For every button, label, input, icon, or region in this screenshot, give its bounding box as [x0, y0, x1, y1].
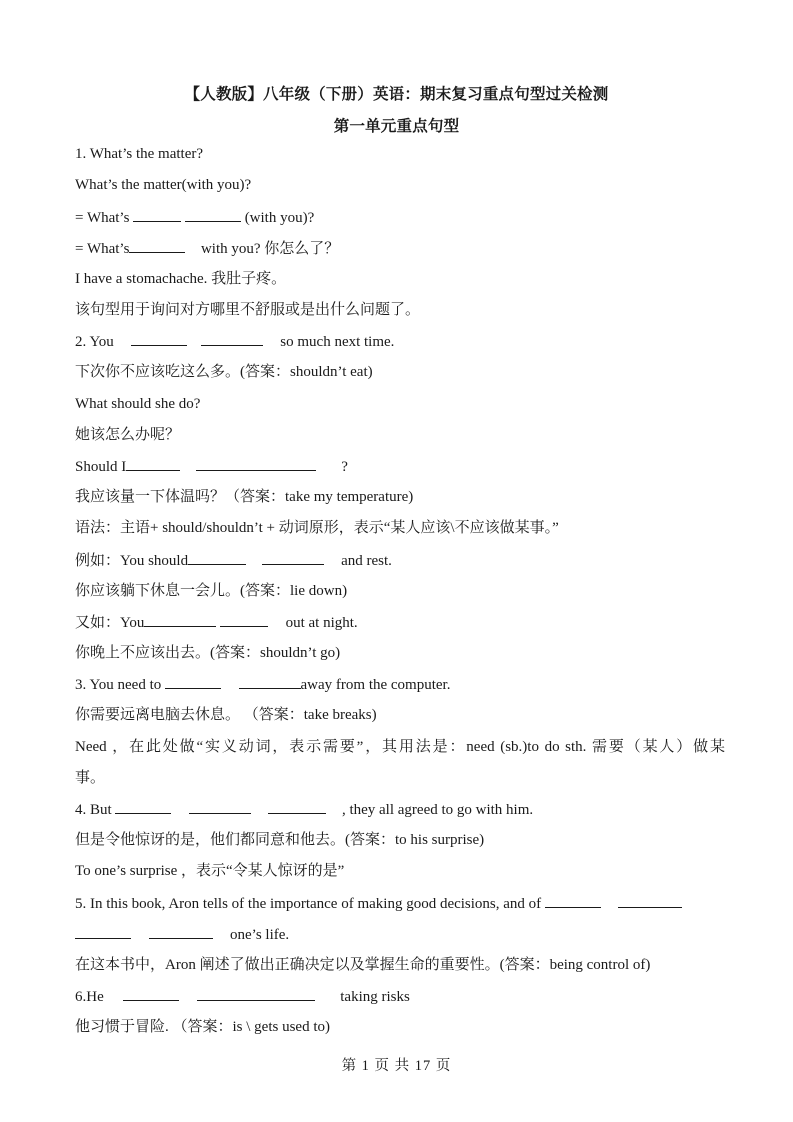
text-segment: 3. You need to — [75, 677, 162, 693]
text-line: 我应该量一下体温吗？（答案：take my temperature) — [75, 489, 414, 505]
text-segment: out at night. — [285, 615, 358, 631]
answer-blank[interactable] — [126, 456, 180, 471]
text-segment: 又如：You — [75, 615, 145, 631]
text-segment: one’s life. — [230, 927, 290, 943]
text-line: 你应该躺下休息一会儿。(答案：lie down) — [75, 583, 348, 599]
text-line: I have a stomachache. 我肚子疼。 — [75, 271, 287, 287]
text-segment: (with you)? — [244, 210, 315, 226]
exercise-line — [75, 924, 725, 945]
page-number: 第 1 页 共 17 页 — [341, 1058, 452, 1074]
exercise-line — [75, 238, 725, 259]
answer-blank[interactable] — [189, 799, 251, 814]
text-segment: = What’s — [75, 210, 130, 226]
answer-blank[interactable] — [197, 986, 315, 1001]
answer-blank[interactable] — [201, 331, 263, 346]
text-segment: taking risks — [340, 989, 410, 1005]
text-line: 他习惯于冒险. （答案：is \ gets used to) — [75, 1019, 330, 1035]
text-line: 该句型用于询问对方哪里不舒服或是出什么问题了。 — [75, 302, 421, 318]
answer-blank[interactable] — [123, 986, 179, 1001]
answer-blank[interactable] — [144, 612, 216, 627]
text-line: 1. What’s the matter? — [75, 146, 204, 162]
exercise-line — [75, 207, 725, 228]
text-line: 语法：主语+ should/shouldn’t + 动词原形，表示“某人应该\不应该做某事。” — [75, 520, 559, 536]
exercise-line — [75, 612, 725, 633]
answer-blank[interactable] — [239, 674, 301, 689]
page-title: 【人教版】八年级（下册）英语：期末复习重点句型过关检测 — [184, 86, 609, 103]
text-line: 事。 — [75, 770, 106, 786]
exercise-line — [75, 456, 725, 477]
exercise-line — [75, 331, 725, 352]
text-segment: 例如：You should — [75, 553, 189, 569]
answer-blank[interactable] — [165, 674, 221, 689]
text-line: 但是令他惊讶的是，他们都同意和他去。(答案：to his surprise) — [75, 832, 485, 848]
answer-blank[interactable] — [618, 893, 682, 908]
exercise-line — [75, 893, 725, 914]
text-segment: , they all agreed to go with him. — [341, 802, 534, 818]
answer-blank[interactable] — [268, 799, 326, 814]
text-segment: 5. In this book, Aron tells of the importance of making good decisions, and of — [75, 896, 542, 912]
text-line: 在这本书中，Aron 阐述了做出正确决定以及掌握生命的重要性。(答案：being control of) — [75, 957, 651, 973]
answer-blank[interactable] — [185, 207, 241, 222]
answer-blank[interactable] — [262, 550, 324, 565]
text-line: What should she do? — [75, 396, 201, 412]
text-line: 你需要远离电脑去休息。 （答案：take breaks) — [75, 707, 377, 723]
exercise-line — [75, 550, 725, 571]
answer-blank[interactable] — [196, 456, 260, 471]
text-segment: 2. You — [75, 334, 114, 350]
answer-blank[interactable] — [545, 893, 601, 908]
section-title: 第一单元重点句型 — [333, 118, 460, 135]
answer-blank[interactable] — [75, 924, 131, 939]
answer-blank[interactable] — [131, 331, 187, 346]
text-segment: with you? 你怎么了？ — [200, 241, 340, 257]
exercise-line — [75, 674, 725, 695]
text-segment: 6.He — [75, 989, 104, 1005]
answer-blank[interactable] — [149, 924, 213, 939]
answer-blank[interactable] — [133, 207, 181, 222]
text-line: 她该怎么办呢？ — [75, 427, 181, 443]
exercise-line — [75, 986, 725, 1007]
text-segment: away from the computer. — [300, 677, 451, 693]
text-segment: = What’s — [75, 241, 130, 257]
text-segment: 4. But — [75, 802, 112, 818]
answer-blank[interactable] — [220, 612, 268, 627]
text-line: To one’s surprise ，表示“令某人惊讶的是” — [75, 863, 345, 879]
exercise-line — [75, 799, 725, 820]
answer-blank[interactable] — [115, 799, 171, 814]
text-segment: so much next time. — [280, 334, 395, 350]
text-line: 你晚上不应该出去。(答案：shouldn’t go) — [75, 645, 341, 661]
answer-blank[interactable] — [129, 238, 185, 253]
text-segment: ? — [341, 459, 348, 475]
text-segment: Should I — [75, 459, 127, 475]
text-line: Need ，在此处做“实义动词，表示需要”，其用法是：need (sb.)to do sth. 需要（某人）做某 — [75, 739, 725, 755]
answer-blank[interactable] — [260, 456, 316, 471]
text-line: 下次你不应该吃这么多。(答案：shouldn’t eat) — [75, 364, 373, 380]
text-line: What’s the matter(with you)? — [75, 177, 252, 193]
answer-blank[interactable] — [188, 550, 246, 565]
text-segment: and rest. — [341, 553, 392, 569]
